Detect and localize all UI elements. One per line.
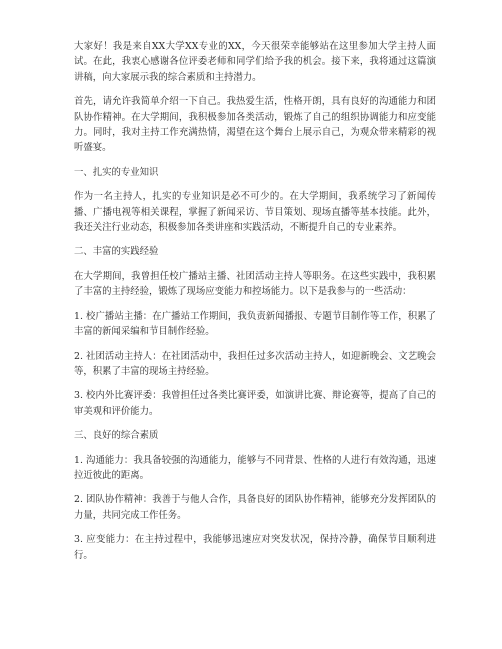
section-1-paragraph: 作为一名主持人，扎实的专业知识是必不可少的。在大学期间，我系统学习了新闻传播、广播电视等相关课程，掌握了新闻采访、节目策划、现场直播等基本技能。此外，我还关注行业动态，积极参加各类讲座和实践活动，不断提升自己的专业素养。 [74, 191, 436, 234]
list-item: 2. 社团活动主持人：在社团活动中，我担任过多次活动主持人，如迎新晚会、文艺晚会等，积累了丰富的现场主持经验。 [74, 350, 436, 377]
list-item: 2. 团队协作精神：我善于与他人合作，具备良好的团队协作精神，能够充分发挥团队的力量，共同完成工作任务。 [74, 494, 436, 521]
section-2-paragraph: 在大学期间，我曾担任校广播站主播、社团活动主持人等职务。在这些实践中，我积累了丰富的主持经验，锻炼了现场应变能力和控场能力。以下是我参与的一些活动： [74, 270, 436, 298]
list-item: 3. 应变能力：在主持过程中，我能够迅速应对突发状况，保持冷静，确保节目顺利进行。 [74, 534, 436, 561]
self-intro-paragraph: 首先，请允许我简单介绍一下自己。我热爱生活，性格开朗，具有良好的沟通能力和团队协作精神。在大学期间，我积极参加各类活动，锻炼了自己的组织协调能力和应变能力。同时，我对主持工作充满热情，渴望在这个舞台上展示自己，为观众带来精彩的视听盛宴。 [74, 96, 436, 154]
intro-paragraph: 大家好！我是来自XX大学XX专业的XX，今天很荣幸能够站在这里参加大学主持人面试。在此，我衷心感谢各位评委老师和同学们给予我的机会。接下来，我将通过这篇演讲稿，向大家展示我的综合素质和主持潜力。 [74, 41, 436, 83]
document-body [74, 39, 436, 572]
list-item: 1. 校广播站主播：在广播站工作期间，我负责新闻播报、专题节目制作等工作，积累了丰富的新闻采编和节目制作经验。 [74, 310, 436, 338]
list-item: 1. 沟通能力：我具备较强的沟通能力，能够与不同背景、性格的人进行有效沟通，迅速拉近彼此的距离。 [74, 454, 436, 481]
section-heading-2: 二、丰富的实践经验 [74, 246, 159, 258]
list-item: 3. 校内外比赛评委：我曾担任过各类比赛评委，如演讲比赛、辩论赛等，提高了自己的审美观和评价能力。 [74, 390, 436, 417]
section-heading-3: 三、良好的综合素质 [74, 430, 159, 442]
section-heading-1: 一、扎实的专业知识 [74, 166, 159, 178]
